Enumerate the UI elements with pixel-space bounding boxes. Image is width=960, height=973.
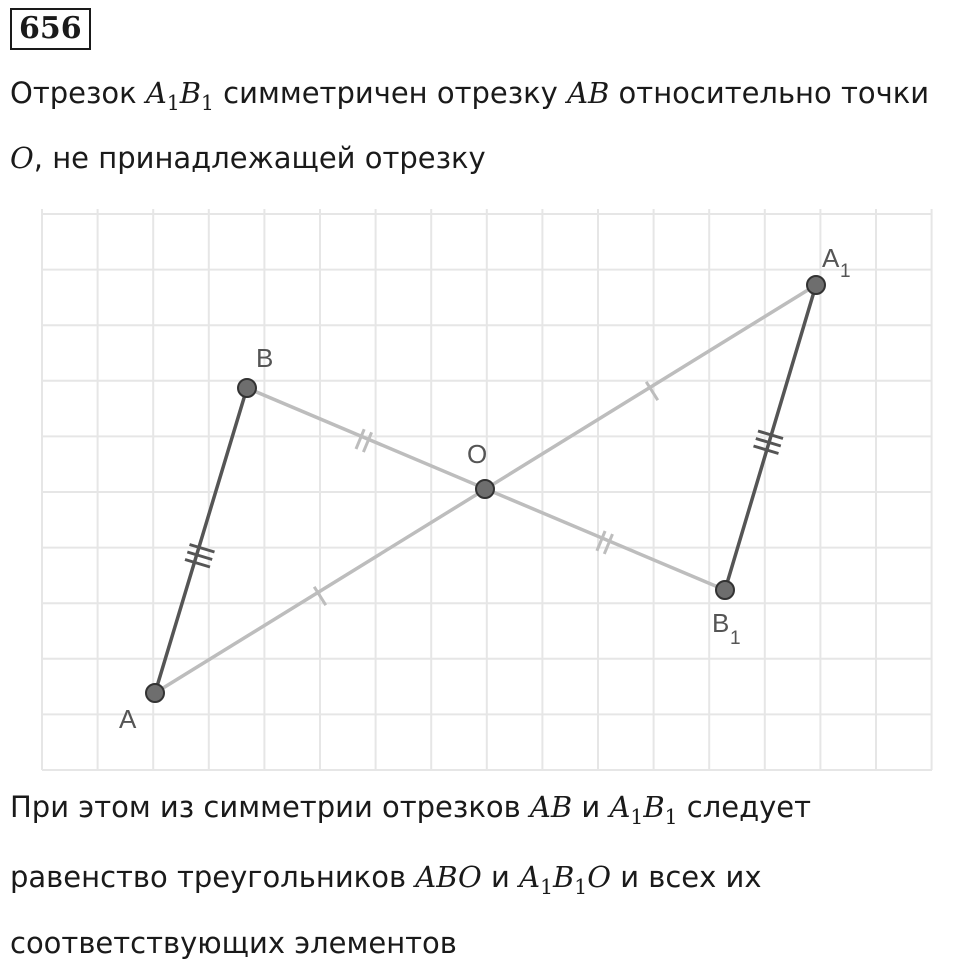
math-point-a1: $A_1$ (609, 790, 644, 829)
conclusion-line-1 (10, 790, 811, 829)
math-point-b1: $B_1$ (643, 790, 678, 829)
text: Отрезок (10, 76, 146, 110)
point-a (146, 684, 164, 702)
tick-ab-3 (185, 560, 210, 568)
statement-line-2 (10, 141, 486, 175)
math-point-a1: $A_1$ (145, 76, 180, 115)
text: и (572, 790, 610, 824)
text: и всех их (610, 860, 762, 894)
math-point-o: O (10, 141, 34, 175)
conclusion-line-3 (10, 926, 457, 960)
point-a1 (807, 276, 825, 294)
label-o: O (467, 439, 488, 469)
math-point-b1: $B_1$ (179, 76, 214, 115)
conclusion-line-2 (10, 860, 762, 899)
text: следует (677, 790, 812, 824)
label-a: A (119, 704, 137, 734)
label-a1: A (822, 243, 840, 273)
label-b1-sub: 1 (730, 628, 741, 649)
text: равенство треугольников (10, 860, 416, 894)
tick-bo-1 (356, 429, 364, 449)
text: и (481, 860, 520, 894)
math-segment-ab: AB (529, 790, 573, 824)
text: относительно точки (609, 76, 930, 110)
segment-ab (155, 388, 247, 693)
label-b: B (256, 343, 274, 373)
label-a1-sub: 1 (840, 261, 851, 282)
text: При этом из симметрии отрезков (10, 790, 530, 824)
point-o (476, 480, 494, 498)
math-point-a1: $A_1$ (519, 860, 553, 899)
text: соответствующих элементов (10, 926, 457, 960)
math-point-b1: $B_1$ (552, 860, 588, 899)
points (146, 276, 825, 702)
math-point-o: O (587, 860, 611, 894)
point-b (238, 379, 256, 397)
text: , не принадлежащей отрезку (33, 141, 486, 175)
math-segment-ab: AB (567, 76, 610, 110)
statement-line-1 (10, 76, 929, 115)
problem-number: 656 (10, 8, 91, 50)
symmetry-figure (0, 195, 960, 775)
tick-bo-2 (363, 432, 371, 452)
text: симметричен отрезку (213, 76, 568, 110)
point-b1 (716, 581, 734, 599)
math-triangle-abo: ABO (415, 860, 482, 894)
label-b1: B (712, 608, 730, 638)
tick-ob1-2 (604, 534, 612, 554)
